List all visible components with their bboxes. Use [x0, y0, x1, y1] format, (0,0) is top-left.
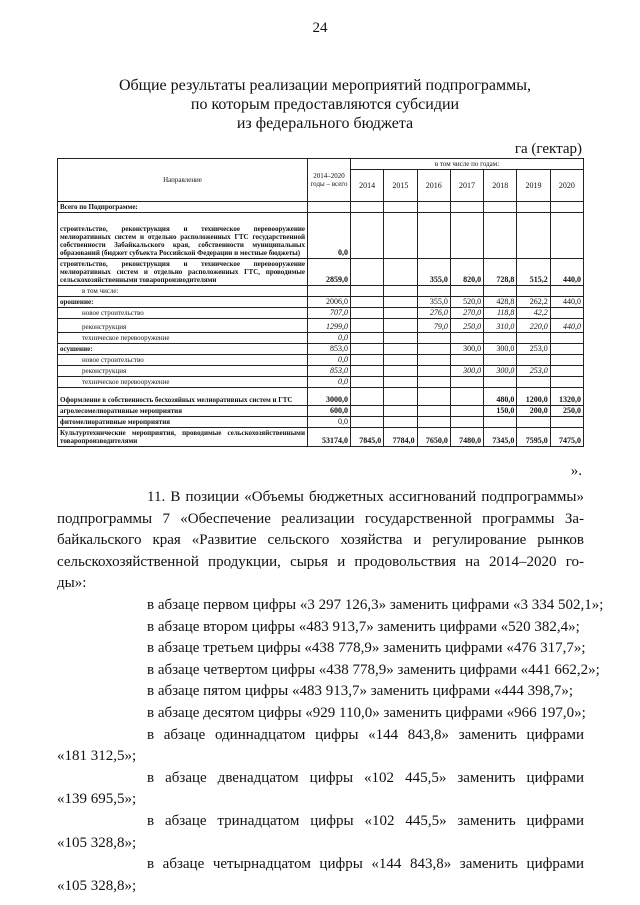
- row-value-2019: [517, 377, 550, 388]
- row-value-2014: [351, 202, 384, 213]
- row-name: новое строительство: [58, 308, 308, 319]
- header-year: 2018: [484, 170, 517, 202]
- row-total: 707,0: [308, 308, 351, 319]
- row-name: строительство, реконструкция и техническое перевооружение мелиоративных систем и отдельно расположенных ГТС государственной собственности Забайкальского края, собственности муниципальных образований (бюджет субъекта Российской Федерации и местные бюджеты): [58, 213, 308, 259]
- header-year: 2019: [517, 170, 550, 202]
- table-row: [58, 213, 584, 259]
- table-row: [58, 333, 584, 344]
- row-value-2014: [351, 388, 384, 406]
- text-line: «181 312,5»;: [57, 748, 137, 765]
- row-value-2019: [517, 286, 550, 297]
- row-value-2015: [384, 333, 417, 344]
- row-value-2019: 253,0: [517, 366, 550, 377]
- row-value-2020: [550, 308, 583, 319]
- row-value-2017: [450, 377, 483, 388]
- row-total: 0,0: [308, 213, 351, 259]
- text-line: в абзаце двенадцатом цифры «102 445,5» заменить цифрами: [147, 769, 584, 786]
- row-value-2018: 7345,0: [484, 428, 517, 447]
- row-value-2015: [384, 344, 417, 355]
- row-total: [308, 202, 351, 213]
- row-value-2017: 250,0: [450, 319, 483, 333]
- row-total: 2859,0: [308, 259, 351, 286]
- row-value-2015: [384, 417, 417, 428]
- text-line: в абзаце четырнадцатом цифры «144 843,8» заменить цифрами: [147, 856, 584, 873]
- header-year: 2014: [351, 170, 384, 202]
- row-value-2015: [384, 406, 417, 417]
- header-year: 2020: [550, 170, 583, 202]
- row-value-2018: 428,8: [484, 297, 517, 308]
- text-line: в абзаце первом цифры «3 297 126,3» заменить цифрами «3 334 502,1»;: [147, 596, 604, 613]
- row-value-2018: 480,0: [484, 388, 517, 406]
- row-value-2016: 7650,0: [417, 428, 450, 447]
- unit-label: га (гектар): [514, 141, 582, 157]
- row-value-2020: [550, 213, 583, 259]
- row-value-2015: [384, 259, 417, 286]
- section-title: [60, 76, 590, 133]
- row-value-2016: [417, 213, 450, 259]
- row-value-2017: [450, 406, 483, 417]
- text-line: «139 695,5»;: [57, 791, 137, 808]
- text-line: в абзаце четвертом цифры «438 778,9» заменить цифрами «441 662,2»;: [147, 661, 600, 678]
- row-name: техническое перевооружение: [58, 377, 308, 388]
- row-value-2018: [484, 417, 517, 428]
- row-value-2020: [550, 366, 583, 377]
- row-value-2017: [450, 333, 483, 344]
- table-row: [58, 366, 584, 377]
- row-name: новое строительство: [58, 355, 308, 366]
- text-line: «105 328,8»;: [57, 834, 137, 851]
- row-value-2016: [417, 377, 450, 388]
- row-total: 2006,0: [308, 297, 351, 308]
- table-row: [58, 406, 584, 417]
- row-value-2019: [517, 213, 550, 259]
- row-value-2014: [351, 213, 384, 259]
- table-row: [58, 417, 584, 428]
- row-name: орошение:: [58, 297, 308, 308]
- row-value-2017: 520,0: [450, 297, 483, 308]
- row-name: Оформление в собственность бесхозяйных мелиоративных систем и ГТС: [58, 388, 308, 406]
- text-line: в абзаце десятом цифры «929 110,0» заменить цифрами «966 197,0»;: [147, 704, 586, 721]
- row-value-2016: [417, 202, 450, 213]
- row-value-2019: 200,0: [517, 406, 550, 417]
- row-value-2015: [384, 388, 417, 406]
- row-value-2014: [351, 377, 384, 388]
- row-value-2020: [550, 333, 583, 344]
- row-value-2017: 300,0: [450, 344, 483, 355]
- row-value-2017: 270,0: [450, 308, 483, 319]
- row-value-2014: [351, 259, 384, 286]
- text-line: сельскохозяйственной продукции, сырья и продовольствия на 2014–2020 го-: [57, 553, 584, 570]
- row-total: 0,0: [308, 417, 351, 428]
- row-value-2015: [384, 213, 417, 259]
- row-value-2018: [484, 213, 517, 259]
- row-value-2020: 440,0: [550, 297, 583, 308]
- row-value-2019: 7595,0: [517, 428, 550, 447]
- row-value-2014: 7845,0: [351, 428, 384, 447]
- row-value-2018: [484, 377, 517, 388]
- row-value-2020: [550, 344, 583, 355]
- title-line: по которым предоставляются субсидии: [190, 96, 460, 113]
- row-value-2017: [450, 286, 483, 297]
- text-line: в абзаце пятом цифры «483 913,7» заменить цифрами «444 398,7»;: [147, 683, 574, 700]
- page-number: 24: [312, 20, 328, 36]
- row-value-2018: 728,8: [484, 259, 517, 286]
- text-line: в абзаце одиннадцатом цифры «144 843,8» заменить цифрами: [147, 726, 584, 743]
- text-line: байкальского края «Развитие сельского хозяйства и регулирование рынков: [57, 532, 584, 549]
- row-value-2020: 1320,0: [550, 388, 583, 406]
- row-value-2017: 820,0: [450, 259, 483, 286]
- row-total: 0,0: [308, 377, 351, 388]
- table-row: [58, 308, 584, 319]
- row-total: 600,0: [308, 406, 351, 417]
- row-value-2018: 310,0: [484, 319, 517, 333]
- row-value-2020: 250,0: [550, 406, 583, 417]
- row-value-2018: 300,0: [484, 344, 517, 355]
- row-value-2016: [417, 366, 450, 377]
- row-total: 0,0: [308, 355, 351, 366]
- table-row: [58, 388, 584, 406]
- row-value-2016: [417, 355, 450, 366]
- row-total: 853,0: [308, 366, 351, 377]
- row-value-2019: 42,2: [517, 308, 550, 319]
- row-value-2018: 300,0: [484, 366, 517, 377]
- row-value-2014: [351, 344, 384, 355]
- row-total: [308, 286, 351, 297]
- row-value-2015: 7784,0: [384, 428, 417, 447]
- row-name: Всего по Подпрограмме:: [58, 202, 308, 213]
- text-line: в абзаце тринадцатом цифры «102 445,5» заменить цифрами: [147, 812, 584, 829]
- row-value-2016: [417, 388, 450, 406]
- row-value-2020: [550, 355, 583, 366]
- results-table: [57, 158, 584, 447]
- row-value-2014: [351, 333, 384, 344]
- amendment-text: [57, 487, 604, 897]
- row-name: в том числе:: [58, 286, 308, 297]
- row-total: 53174,0: [308, 428, 351, 447]
- row-value-2017: [450, 388, 483, 406]
- row-value-2020: 440,0: [550, 259, 583, 286]
- row-value-2020: [550, 417, 583, 428]
- row-value-2016: [417, 333, 450, 344]
- row-value-2019: [517, 333, 550, 344]
- table-row: [58, 202, 584, 213]
- row-value-2018: 150,0: [484, 406, 517, 417]
- row-value-2020: 7475,0: [550, 428, 583, 447]
- table-row: [58, 344, 584, 355]
- text-line: ды»:: [57, 575, 87, 592]
- table-row: [58, 286, 584, 297]
- row-value-2015: [384, 308, 417, 319]
- row-value-2019: [517, 202, 550, 213]
- row-value-2015: [384, 319, 417, 333]
- row-value-2014: [351, 406, 384, 417]
- row-value-2017: [450, 202, 483, 213]
- row-value-2019: 253,0: [517, 344, 550, 355]
- text-line: 11. В позиции «Объемы бюджетных ассигнований подпрограммы»: [147, 489, 584, 505]
- row-value-2015: [384, 355, 417, 366]
- row-value-2016: 355,0: [417, 297, 450, 308]
- row-value-2019: 220,0: [517, 319, 550, 333]
- header-total: 2014–2020 годы – всего: [308, 159, 351, 202]
- table-row: [58, 297, 584, 308]
- row-name: строительство, реконструкция и техническое перевооружение мелиоративных систем и отдельно расположенных ГТС, проводимые сельскохозяйственными товаропроизводителями: [58, 259, 308, 286]
- row-value-2014: [351, 286, 384, 297]
- row-value-2014: [351, 319, 384, 333]
- row-value-2018: [484, 286, 517, 297]
- text-line: в абзаце третьем цифры «438 778,9» заменить цифрами «476 317,7»;: [147, 640, 586, 657]
- row-value-2017: 7480,0: [450, 428, 483, 447]
- row-value-2014: [351, 355, 384, 366]
- row-value-2014: [351, 308, 384, 319]
- row-name: осушение:: [58, 344, 308, 355]
- row-value-2015: [384, 297, 417, 308]
- row-value-2017: [450, 417, 483, 428]
- row-name: агролесомелиоративные мероприятия: [58, 406, 308, 417]
- row-name: Культуртехнические мероприятия, проводимые сельскохозяйственными товаропроизводителями: [58, 428, 308, 447]
- closing-quote: ».: [570, 463, 582, 479]
- row-value-2014: [351, 417, 384, 428]
- row-value-2019: [517, 417, 550, 428]
- row-value-2020: [550, 286, 583, 297]
- header-year: 2016: [417, 170, 450, 202]
- table-row: [58, 355, 584, 366]
- row-value-2016: [417, 344, 450, 355]
- row-value-2016: [417, 406, 450, 417]
- row-total: 3000,0: [308, 388, 351, 406]
- header-year: 2017: [450, 170, 483, 202]
- row-name: реконструкция: [58, 319, 308, 333]
- table-row: [58, 428, 584, 447]
- title-line: из федерального бюджета: [236, 115, 414, 132]
- row-value-2018: [484, 202, 517, 213]
- row-value-2016: [417, 286, 450, 297]
- row-value-2019: [517, 355, 550, 366]
- title-line: Общие результаты реализации мероприятий подпрограммы,: [118, 77, 532, 94]
- row-total: 853,0: [308, 344, 351, 355]
- header-year: 2015: [384, 170, 417, 202]
- row-value-2014: [351, 297, 384, 308]
- row-value-2020: 440,0: [550, 319, 583, 333]
- table-row: [58, 377, 584, 388]
- row-value-2015: [384, 366, 417, 377]
- table-row: [58, 259, 584, 286]
- row-value-2020: [550, 202, 583, 213]
- row-value-2017: [450, 355, 483, 366]
- row-value-2015: [384, 286, 417, 297]
- row-value-2016: [417, 417, 450, 428]
- row-value-2016: 355,0: [417, 259, 450, 286]
- row-name: фитомелиоративные мероприятия: [58, 417, 308, 428]
- row-value-2015: [384, 202, 417, 213]
- row-value-2017: 300,0: [450, 366, 483, 377]
- text-line: «105 328,8»;: [57, 877, 137, 894]
- row-name: техническое перевооружение: [58, 333, 308, 344]
- row-value-2016: 79,0: [417, 319, 450, 333]
- text-line: в абзаце втором цифры «483 913,7» заменить цифрами «520 382,4»;: [147, 618, 580, 635]
- row-value-2019: 262,2: [517, 297, 550, 308]
- table-row: [58, 319, 584, 333]
- row-value-2015: [384, 377, 417, 388]
- row-name: реконструкция: [58, 366, 308, 377]
- row-value-2018: [484, 333, 517, 344]
- row-value-2016: 276,0: [417, 308, 450, 319]
- row-value-2020: [550, 377, 583, 388]
- header-direction: Направление: [58, 159, 308, 202]
- row-value-2018: [484, 355, 517, 366]
- row-total: 0,0: [308, 333, 351, 344]
- row-value-2018: 118,8: [484, 308, 517, 319]
- row-value-2014: [351, 366, 384, 377]
- header-by-years: в том числе по годам:: [351, 159, 584, 170]
- row-value-2019: 515,2: [517, 259, 550, 286]
- row-total: 1299,0: [308, 319, 351, 333]
- row-value-2017: [450, 213, 483, 259]
- row-value-2019: 1200,0: [517, 388, 550, 406]
- text-line: подпрограммы 7 «Обеспечение реализации государственной программы За-: [57, 510, 584, 527]
